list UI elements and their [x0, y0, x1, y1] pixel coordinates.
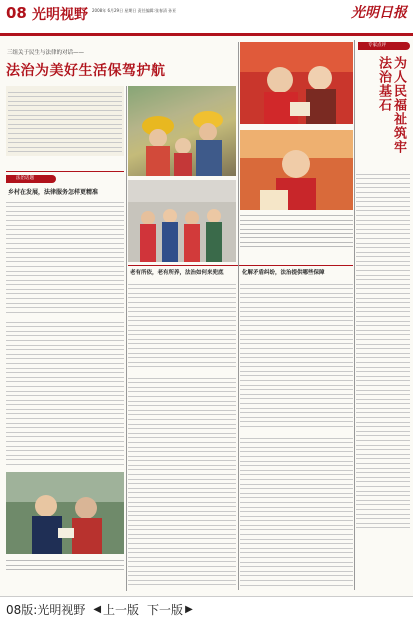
page-navigation	[0, 596, 413, 621]
bottom-photo-caption	[6, 557, 124, 587]
photo-elderly-child	[240, 42, 353, 124]
next-page-label: 下一版	[147, 602, 184, 617]
triangle-right-icon: ▶	[185, 603, 193, 615]
mid-article-text-c	[128, 374, 236, 589]
left-article-text-top	[6, 198, 124, 314]
bottom-right-subtitle: 化解矛盾纠纷，法治提供哪些保障	[242, 270, 325, 276]
next-page-button[interactable]	[147, 601, 195, 618]
mid-subtitle: 老有所依，老有所养，法治如何来兜底	[130, 270, 224, 276]
column-divider	[126, 86, 127, 591]
expert-comment-tag: 专家点评	[358, 42, 410, 50]
column-divider	[238, 42, 239, 590]
lead-title: 法治为美好生活保驾护航	[6, 63, 166, 79]
lead-kicker: 三组关于民生与法律的对话——	[7, 50, 85, 56]
intro-text-block	[6, 86, 124, 156]
section-rule	[6, 171, 124, 172]
photo-students-art	[128, 180, 236, 262]
prev-page-button[interactable]	[93, 601, 139, 618]
section-rule	[128, 265, 353, 266]
page-number: 08	[6, 4, 27, 22]
photo-elderly-child-art	[240, 42, 353, 124]
photo-children-event	[128, 86, 236, 176]
photo-child-reading	[240, 130, 353, 210]
expert-article-text	[356, 170, 410, 530]
column-divider	[354, 40, 355, 590]
mid-article-text-a	[128, 280, 236, 370]
prev-page-label: 上一版	[103, 602, 140, 617]
expert-headline: 为人民福祉筑牢法治基石	[376, 56, 406, 154]
photo-child-reading-art	[240, 130, 353, 210]
section-title: 光明视野	[32, 7, 88, 23]
photo-captions	[240, 212, 353, 258]
right-article-text	[240, 434, 353, 589]
left-article-text-bottom	[6, 318, 124, 468]
photo-police-elderly	[6, 472, 124, 554]
mid-article-text-b	[240, 280, 353, 430]
photo-police-elderly-art	[6, 472, 124, 554]
newspaper-logo: 光明日报	[351, 5, 407, 21]
current-page-label: 08版:光明视野	[6, 602, 86, 617]
triangle-left-icon: ◀	[93, 603, 102, 615]
issue-meta: 2008年 6月29日 星期日 责任编辑:张春清 孙亚	[92, 8, 177, 13]
photo-children-event-art	[128, 86, 236, 176]
photo-students	[128, 180, 236, 262]
left-subtitle: 乡村在发展，法律服务怎样更精准	[8, 189, 99, 196]
legal-topic-tag: 法治话题	[6, 175, 56, 183]
page-header	[0, 0, 413, 36]
